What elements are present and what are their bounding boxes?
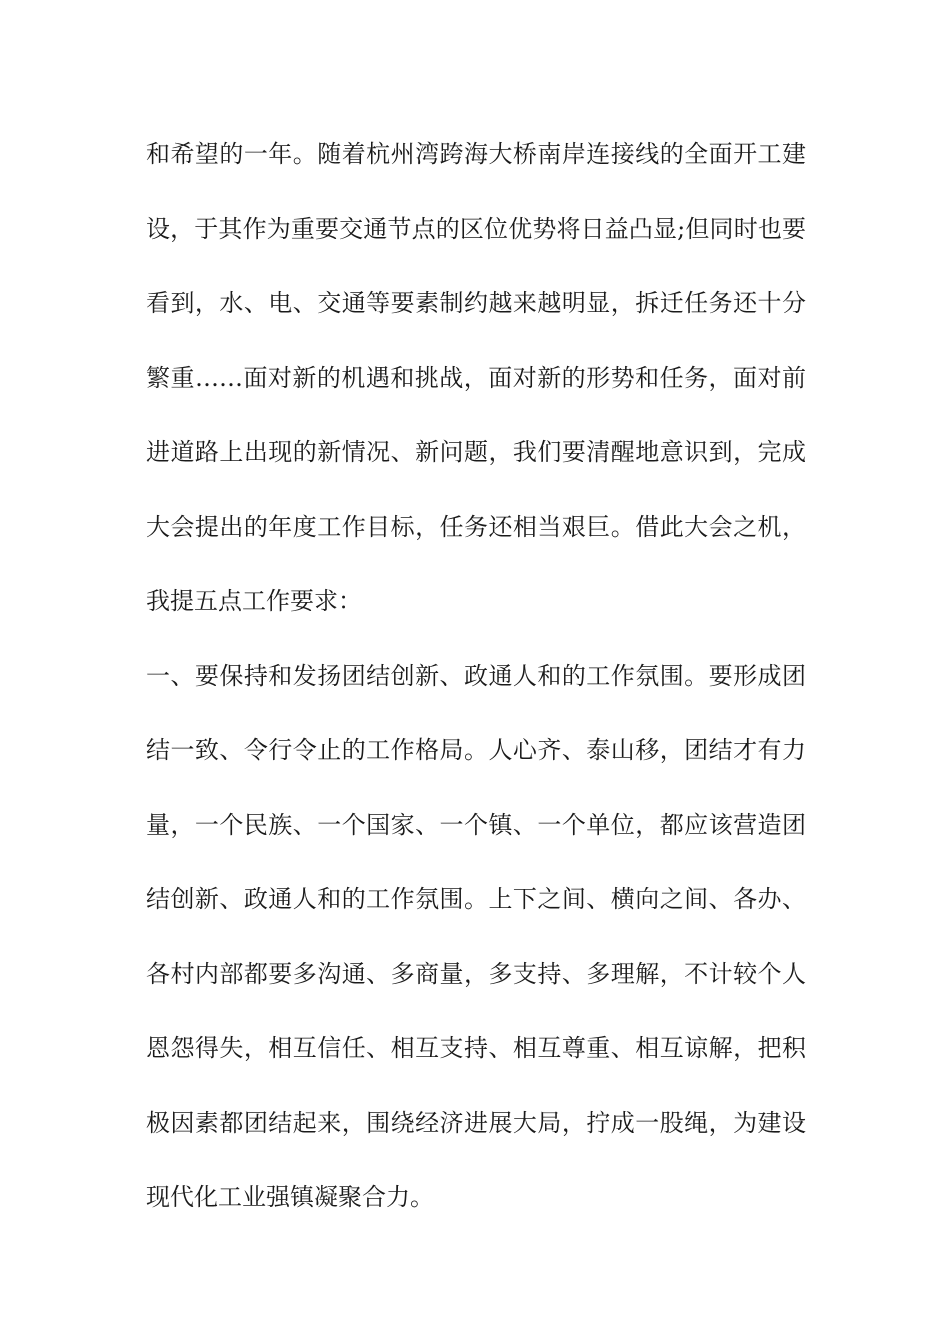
text-line: 大会提出的年度工作目标，任务还相当艰巨。借此大会之机， <box>146 512 806 541</box>
text-line: 现代化工业强镇凝聚合力。 <box>146 1183 434 1211</box>
text-line: 和希望的一年。随着杭州湾跨海大桥南岸连接线的全面开工建 <box>146 140 806 168</box>
text-line: 繁重……面对新的机遇和挑战，面对新的形势和任务，面对前 <box>146 363 806 392</box>
text-line: 各村内部都要多沟通、多商量，多支持、多理解，不计较个人 <box>146 959 806 988</box>
text-line: 进道路上出现的新情况、新问题，我们要清醒地意识到，完成 <box>146 438 806 466</box>
text-line: 结一致、令行令止的工作格局。人心齐、泰山移，团结才有力 <box>146 736 806 764</box>
text-line: 设，于其作为重要交通节点的区位优势将日益凸显;但同时也要 <box>146 214 806 243</box>
text-line: 看到，水、电、交通等要素制约越来越明显，拆迁任务还十分 <box>146 289 806 317</box>
text-line: 恩怨得失，相互信任、相互支持、相互尊重、相互谅解，把积 <box>146 1034 806 1062</box>
text-line: 结创新、政通人和的工作氛围。上下之间、横向之间、各办、 <box>146 885 806 913</box>
text-line: 我提五点工作要求： <box>146 587 362 615</box>
text-line: 极因素都团结起来，围绕经济进展大局，拧成一股绳，为建设 <box>146 1108 806 1137</box>
body-text <box>146 136 806 1254</box>
text-line: 量，一个民族、一个国家、一个镇、一个单位，都应该营造团 <box>146 810 806 839</box>
text-line: 一、要保持和发扬团结创新、政通人和的工作氛围。要形成团 <box>146 661 806 690</box>
